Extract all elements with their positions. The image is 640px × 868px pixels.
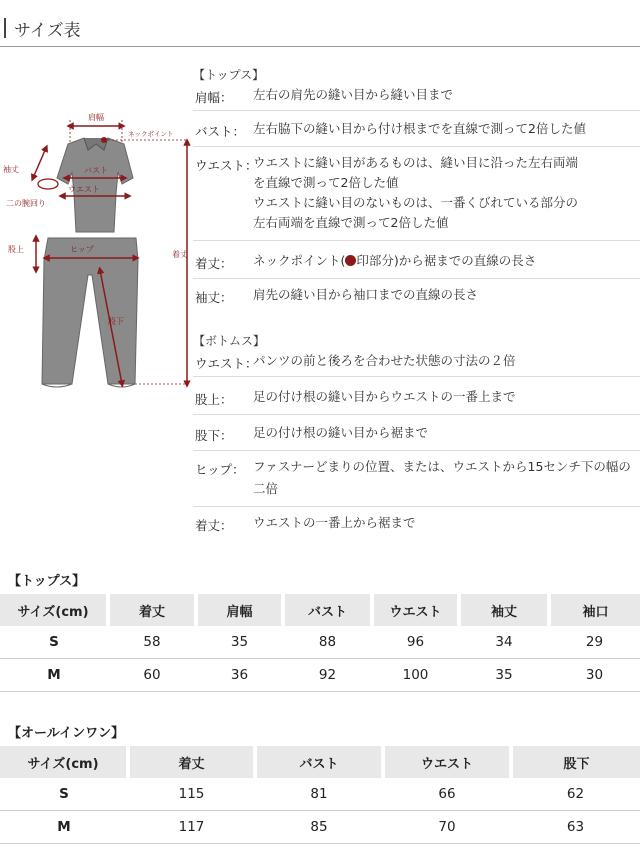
allinone-size-table <box>0 746 640 844</box>
tops-desc-heading: 【トップス】 <box>193 68 265 82</box>
table-row: S 115 81 66 62 <box>0 778 640 811</box>
label-kitake: 着丈 <box>172 250 188 259</box>
label-matashita: 股下 <box>108 317 124 326</box>
label-hip: ヒップ <box>70 245 94 254</box>
garment-diagram <box>0 100 195 400</box>
allinone-table-heading: 【オールインワン】 <box>8 726 125 741</box>
table-row: M 117 85 70 63 <box>0 811 640 844</box>
table-row: S 58 35 88 96 34 29 <box>0 626 640 659</box>
label-katahaba: 肩幅 <box>88 113 104 122</box>
label-waist: ウエスト <box>68 185 100 194</box>
pants-garment <box>42 238 138 384</box>
label-bust: バスト <box>84 166 108 175</box>
label-sode: 袖丈 <box>3 165 19 174</box>
tops-table-heading: 【トップス】 <box>8 574 86 589</box>
page-title-area <box>0 12 640 42</box>
tops-size-table <box>0 594 640 692</box>
ninoude-ring <box>38 179 58 189</box>
label-ninoude: 二の腕回り <box>6 199 46 208</box>
table-header-row: サイズ(cm) 着丈 バスト ウエスト 股下 <box>0 746 640 778</box>
label-neck-point: ネックポイント <box>128 130 174 138</box>
sode-arrow <box>33 148 46 178</box>
neck-point-dot-icon <box>345 255 356 266</box>
bottoms-desc-heading: 【ボトムス】 <box>193 334 266 348</box>
title-bar <box>4 18 6 38</box>
title-rule <box>0 46 640 47</box>
table-row: M 60 36 92 100 35 30 <box>0 659 640 692</box>
table-header-row: サイズ(cm) 着丈 肩幅 バスト ウエスト 袖丈 袖口 <box>0 594 640 626</box>
page-title: サイズ表 <box>14 21 81 41</box>
label-matagami: 股上 <box>8 245 24 254</box>
